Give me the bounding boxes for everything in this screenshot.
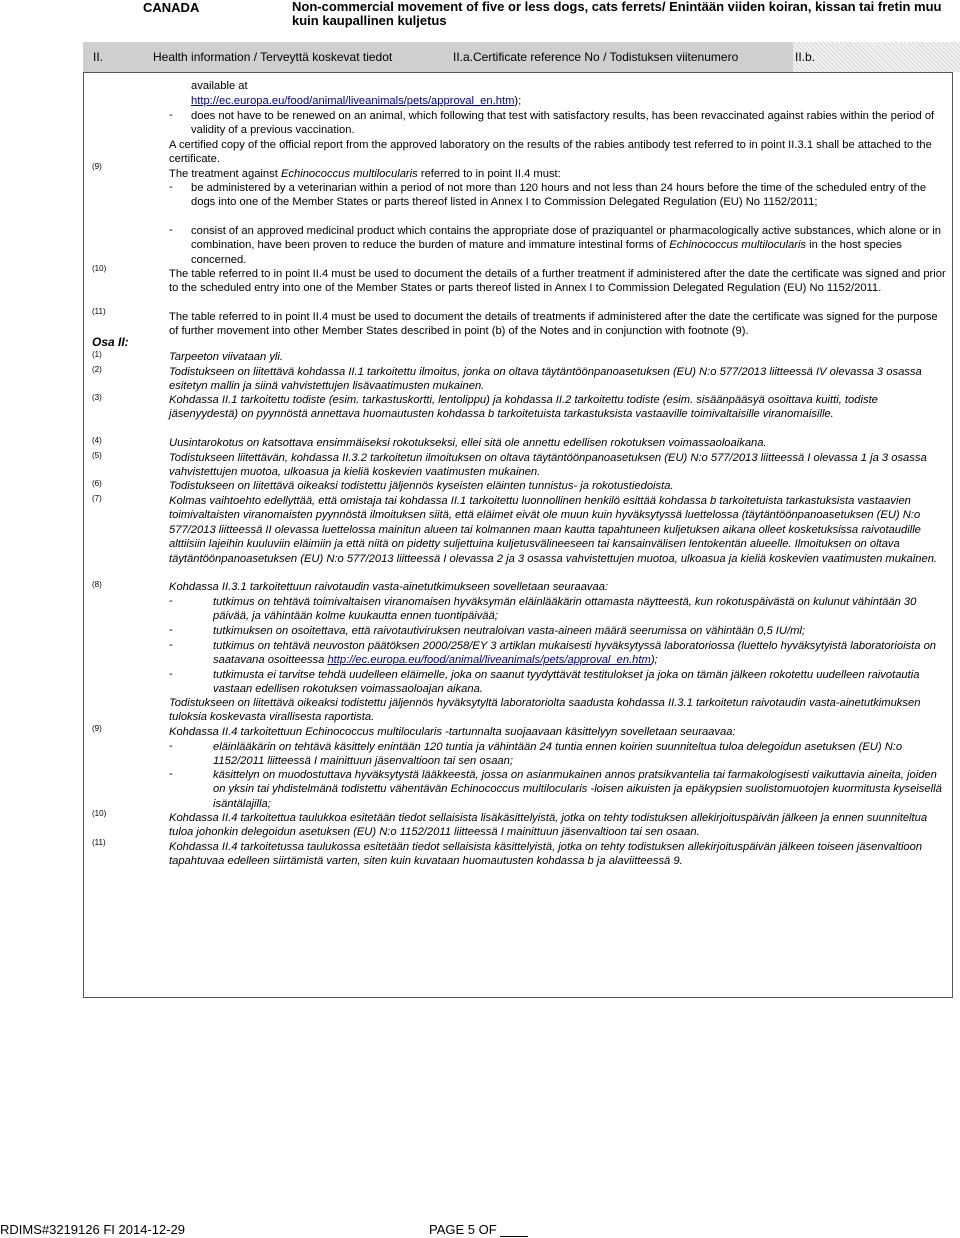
fi-note-7: Kolmas vaihtoehto edellyttää, että omistaja tai kohdassa II.1 tarkoitettu luonnollinen henkilö esittää kohdassa b tarkoitetuista tarkastuksista vastaavien toimivaltaisten viranomaisten pyynnöstä ilmoituksen siitä, että eläimet eivät ole muun kuin hyväksytyssä luettelossa (täytäntöönpanoasetuksen (EU) N:o 577/2013 liitteessä II olevassa luettelossa mainitun alueen tai kolmannen maan kautta tapahtuneen kuljetuksen aikana olleet kosketuksissa raivotaudille alttiisiin lajeihin kuuluviin eläimiin ja että niitä on pidetty suljettuina kuljetusvälineeseen tai kansainvälisen lentokentän alueelle. Ilmoituksen on oltava täytäntöönpanoasetuksen (EU) N:o 577/2013 liitteessä I olevassa 2 ja 3 osassa vahvistettujen muotoa, ulkoasua ja kieliä koskevien vaatimusten mukainen. [169,495,938,565]
gutter-label-1: (1) [92,350,102,359]
country-label: CANADA [143,0,200,15]
cert-ref-label: II.a.Certificate reference No / Todistuksen viitenumero [453,50,739,64]
fi-note-8-dash-1: tutkimus on tehtävä toimivaltaisen viranomaisen hyväksymän eläinlääkärin ottamasta näytteestä, kun rokotuspäivästä on kulunut vähintään 30 päivää, ja vähintään kolme kuukautta ennen tuontipäivää; [213,596,917,623]
document-id: RDIMS#3219126 FI 2014-12-29 [0,1222,186,1237]
available-at-text: available at [191,80,248,92]
dash-marker: - [169,595,173,607]
dash-marker: - [169,668,173,680]
fi-note-10: Kohdassa II.4 tarkoitettua taulukkoa esitetään tiedot sellaisista lisäkäsittelyistä, jotka on tehty todistuksen allekirjoituspäivän jälkeen ja ennen suunniteltua tuloa johonkin delegoidun asetuksen (EU) N:o 1152/2011 liitteessä I mainittuun jäsenvaltioon tai sen osaan. [169,812,928,839]
dash-marker: - [169,624,173,636]
page-total-blank [500,1224,528,1237]
note-11-text: The table referred to in point II.4 must be used to document the details of treatments if administered after the date the certificate was signed for the purpose of further movement into other Member States described in point (b) of the Notes and in conjunction with footnote (9). [169,311,938,338]
dash-marker: - [169,109,173,121]
fi-approval-link[interactable]: http://ec.europa.eu/food/animal/liveanimals/pets/approval_en.htm [327,654,651,667]
note-9-dash-1: be administered by a veterinarian within a period of not more than 120 hours and not less than 24 hours before the time of the scheduled entry of the dogs into one of the Member States or parts thereof listed in Annex I to Commission Delegated Regulation (EU) No 1152/2011; [191,182,927,209]
fi-note-8-intro: Kohdassa II.3.1 tarkoitettuun raivotaudin vasta-ainetutkimukseen sovelletaan seuraavaa: [169,581,609,593]
approval-link-line [191,94,960,108]
note-9-dash-2-italic: Echinococcus multilocularis [669,239,807,252]
fi-note-6: Todistukseen on liitettävä oikeaksi todistettu jäljennös kyseisten eläinten tunnistus- ja rokotustiedoista. [169,480,674,492]
gutter-label-10: (10) [92,809,107,818]
note-9-italic: Echinococcus multilocularis [280,168,418,180]
fi-note-8-dash-3-pre: tutkimus on tehtävä neuvoston päätöksen 2000/258/EY 3 artiklan mukaisesti hyväksytyssä laboratoriossa (luettelo hyväksytyistä laboratorioista on saatavana osoitteessa [213,640,937,667]
gutter-label-6: (6) [92,479,102,488]
certificate-title: Non-commercial movement of five or less dogs, cats ferrets/ Enintään viiden koiran, kissan tai fretin muu kuin kaupallinen kuljetus [292,0,942,28]
reference-bar [83,42,960,72]
dash-marker: - [169,181,173,193]
iib-cell [793,42,960,72]
gutter-label-3: (3) [92,393,102,402]
certificate-header [0,0,960,40]
gutter-label-9: (9) [92,724,102,733]
note-renewal-text: does not have to be renewed on an animal, which following that test with satisfactory results, has been revaccinated against rabies within the period of validity of a previous vaccination. [191,110,935,137]
fi-note-11: Kohdassa II.4 tarkoitetussa taulukossa esitetään tiedot sellaisista käsittelyistä, jotka on tehty todistuksen allekirjoituspäivän jälkeen toiseen jäsenvaltioon tapahtuvaa edelleen siirtämistä varten, siten kuin kuvataan huomautusten kohdassa b ja alaviitteessä 9. [169,841,923,868]
fi-note-8-dash-3-post: ); [650,654,658,667]
fi-note-1: Tarpeeton viivataan yli. [169,351,284,363]
dash-marker: - [169,768,173,780]
note-certified-copy: A certified copy of the official report from the approved laboratory on the results of the rabies antibody test referred to in point II.3.1 shall be attached to the certificate. [169,139,932,166]
gutter-label-10: (10) [92,264,107,273]
cert-ref-cell [453,42,793,72]
link-suffix: ); [514,95,522,107]
note-9-intro [169,167,949,181]
fi-note-8-dash-3 [213,639,949,668]
fi-note-2: Todistukseen on liitettävä kohdassa II.1 tarkoitettu ilmoitus, jonka on oltava täytäntöönpanoasetuksen (EU) N:o 577/2013 liitteessä IV olevassa 3 osassa esitetyn mallin ja siinä vahvistettujen lisävaatimusten mukainen. [169,366,922,393]
section-number: II. [93,50,104,64]
note-9-pre: The treatment against [169,168,281,180]
fi-note-9-dash-2: käsittelyn on muodostuttava hyväksytystä lääkkeestä, jossa on asianmukainen annos pratsikvantelia tai farmakologisesti vaikuttavia aineita, joiden on yksin tai yhdistelmänä todistettu vähentävän Echinococcus multilocularis -loisen aikuisten ja epäkypsien suolistomuotojen kuormitusta kyseisellä isäntälajilla; [213,769,942,810]
health-info-label: Health information / Terveyttä koskevat tiedot [153,50,393,64]
note-9-post: referred to in point II.4 must: [417,168,561,180]
gutter-label-9: (9) [92,162,102,171]
fi-note-3: Kohdassa II.1 tarkoitettu todiste (esim. tarkastuskortti, lentolippu) ja kohdassa II.2 tarkoitettu todiste (esim. sisäänpääsyä osoittava kuitti, todiste jäsenyydestä) on pyynnöstä annettava huomautusten kohdassa b tarkoitetuista tarkastuksista vastaaville toimivaltaisille viranomaisille. [169,394,878,421]
gutter-label-7: (7) [92,494,102,503]
dash-marker: - [169,639,173,651]
dash-marker: - [169,224,173,236]
approval-link[interactable]: http://ec.europa.eu/food/animal/liveanimals/pets/approval_en.htm [191,95,515,107]
note-9-dash-2 [191,224,949,267]
dash-marker: - [169,740,173,752]
fi-note-8-end: Todistukseen on liitettävä oikeaksi todistettu jäljennös hyväksytyltä laboratoriolta saadusta kohdassa II.3.1 tarkoitetun raivotaudin vasta-ainetutkimuksen tuloksia koskevasta virallisesta raportista. [169,697,921,724]
note-10-text: The table referred to in point II.4 must be used to document the details of a further treatment if administered after the date the certificate was signed and prior to the scheduled entry into one of the Member States or parts thereof listed in Annex I to Commission Delegated Regulation (EU) No 1152/2011. [169,268,946,295]
fi-note-5: Todistukseen liitettävän, kohdassa II.3.2 tarkoitetun ilmoituksen on oltava täytäntöönpanoasetuksen (EU) N:o 577/2013 liitteessä I olevassa 1 ja 3 osassa vahvistettujen muotoa, ulkoasua ja kieliä koskevien vaatimusten mukainen. [169,452,927,479]
gutter-label-5: (5) [92,451,102,460]
health-info-cell [83,42,453,72]
page-indicator [429,1222,528,1237]
fi-note-9-intro: Kohdassa II.4 tarkoitettuun Echinococcus multilocularis -tartunnalta suojaavaan käsittelyyn sovelletaan seuraavaa: [169,726,736,738]
part-ii-heading: Osa II: [92,335,129,349]
note-9-dash-2-pre: consist of an approved medicinal product which contains the appropriate dose of praziquantel or pharmacologically active substances, which alone or in combination, have been proven to reduce the burden of mature and immature intestinal forms of [191,225,941,252]
fi-note-8-dash-4: tutkimusta ei tarvitse tehdä uudelleen eläimelle, joka on saanut tyydyttävät testitulokset ja joka on tämän jälkeen rokotettu uudelleen raivotautia vastaan edellisen rokotuksen voimassaoloajan aikana. [213,669,920,696]
gutter-label-11: (11) [92,838,106,847]
iib-label: II.b. [795,50,816,64]
fi-note-4: Uusintarokotus on katsottava ensimmäiseksi rokotukseksi, ellei sitä ole annettu edellisen rokotuksen voimassaoloaikana. [169,437,767,449]
note-9-dash-2-post: in the host species concerned. [191,239,902,266]
gutter-label-4: (4) [92,436,102,445]
fi-note-8-dash-2: tutkimuksen on osoitettava, että raivotautiviruksen neutraloivan vasta-aineen määrä seerumissa on vähintään 0,5 IU/ml; [213,625,806,637]
gutter-label-2: (2) [92,365,102,374]
page-number-text: PAGE 5 OF [429,1222,497,1237]
gutter-label-11: (11) [92,307,106,316]
gutter-label-8: (8) [92,580,102,589]
fi-note-9-dash-1: eläinlääkärin on tehtävä käsittely enintään 120 tuntia ja vähintään 24 tuntia ennen koirien suunniteltua tuloa delegoidun asetuksen (EU) N:o 1152/2011 liitteessä I mainittuun jäsenvaltioon tai sen osaan; [213,741,903,768]
